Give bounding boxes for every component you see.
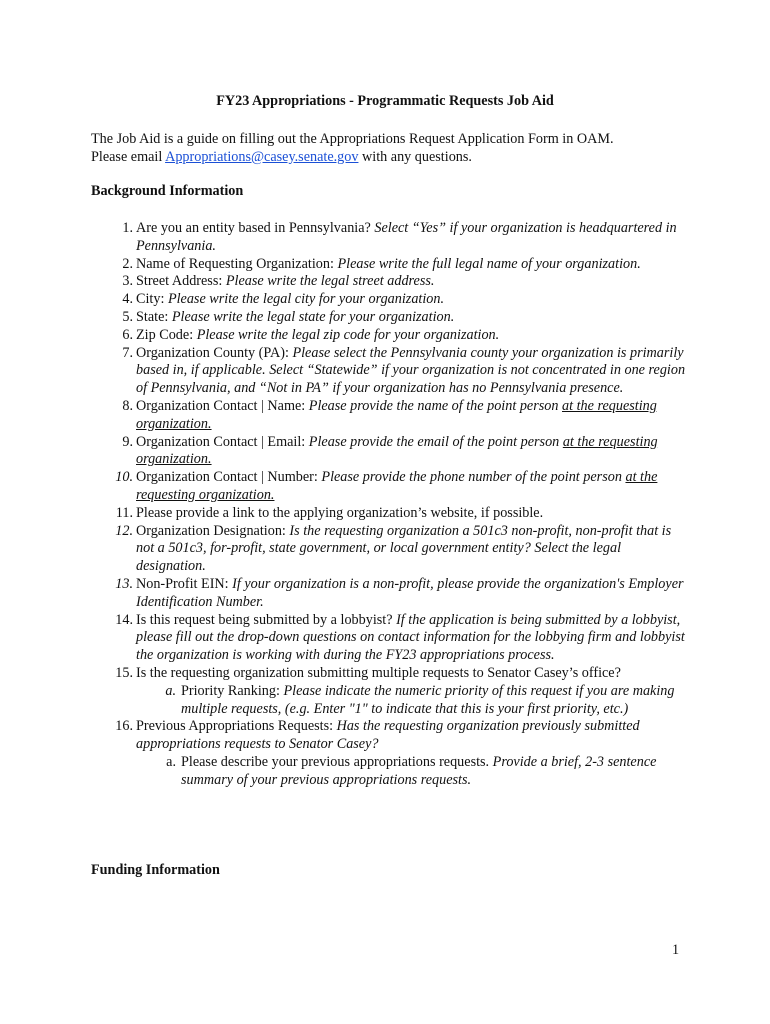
funding-heading: Funding Information [91, 862, 220, 878]
list-item-3: 3. Street Address: Please write the legal street address. [122, 273, 435, 290]
list-item-2: 2. Name of Requesting Organization: Please write the full legal name of your organization. [122, 255, 641, 272]
list-item-1: 1. Are you an entity based in Pennsylvania? Select “Yes” if your organization is headquartered in Pennsylvania. [122, 220, 677, 254]
list-item-6: 6. Zip Code: Please write the legal zip code for your organization. [122, 326, 500, 343]
list-item-7: 7. Organization County (PA): Please select the Pennsylvania county your organization is primarily based in, if applicable. Select “Statewide” if your organization is not concentrated in one region of Pennsylvania, and “Not in PA” if your organization has no Pennsylvania presence. [122, 344, 686, 397]
list-item-15: 15. Is the requesting organization submitting multiple requests to Senator Casey’s office? [115, 664, 621, 681]
sub-item-15a: a. Priority Ranking: Please indicate the numeric priority of this request if you are making multiple requests, (e.g. Enter "1" to indicate that this is your first priority, etc.) [165, 682, 675, 717]
list-item-13: 13. Non-Profit EIN: If your organization is a non-profit, please provide the organization's Employer Identification Number. [115, 575, 684, 610]
question-list [91, 220, 691, 790]
document-title: FY23 Appropriations - Programmatic Requests Job Aid [216, 93, 554, 109]
list-item-12: 12. Organization Designation: Is the requesting organization a 501c3 non-profit, non-profit that is not a 501c3, for-profit, state government, or local government entity? Select the legal designation. [115, 522, 672, 575]
email-link[interactable]: Appropriations@casey.senate.gov [165, 148, 359, 165]
list-item-8: 8. Organization Contact | Name: Please provide the name of the point person at the requesting organization. [122, 397, 657, 432]
sub-item-16a: a. Please describe your previous appropriations requests. Provide a brief, 2-3 sentence summary of your previous appropriations requests. [166, 753, 657, 788]
list-item-9: 9. Organization Contact | Email: Please provide the email of the point person at the requesting organization. [122, 433, 658, 468]
background-heading: Background Information [91, 183, 244, 199]
list-item-14: 14. Is this request being submitted by a lobbyist? If the application is being submitted by a lobbyist, please fill out the drop-down questions on contact information for the lobbying firm and lobbyist the organization is working with during the FY23 appropriations process. [115, 611, 685, 664]
list-item-16: 16. Previous Appropriations Requests: Has the requesting organization previously submitted appropriations requests to Senator Casey? [115, 718, 640, 753]
intro-line-1: The Job Aid is a guide on filling out the Appropriations Request Application Form in OAM. [91, 131, 614, 147]
list-item-5: 5. State: Please write the legal state for your organization. [122, 308, 455, 325]
intro-paragraph [91, 131, 691, 167]
list-item-4: 4. City: Please write the legal city for your organization. [122, 291, 445, 308]
list-item-10: 10. Organization Contact | Number: Please provide the phone number of the point person at the requesting organization. [115, 469, 658, 503]
intro-line-2: Please email Appropriations@casey.senate.gov with any questions. [91, 148, 472, 165]
page-number: 1 [672, 942, 680, 958]
list-item-11: 11. Please provide a link to the applying organization’s website, if possible. [115, 504, 544, 521]
